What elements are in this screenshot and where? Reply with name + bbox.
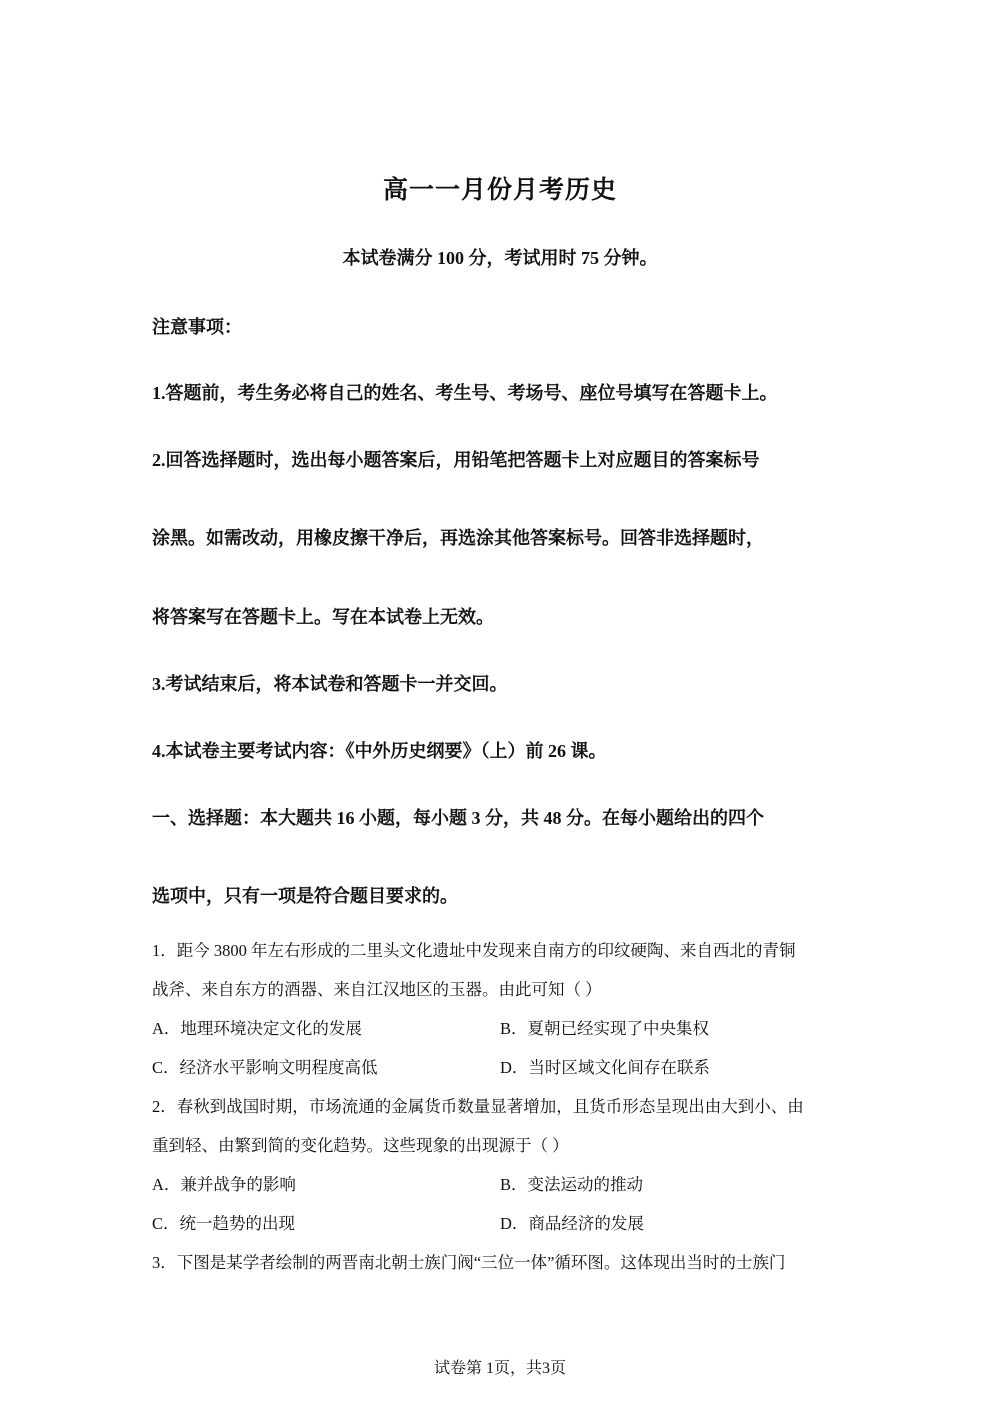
section-heading-line-1: 一、选择题：本大题共 16 小题，每小题 3 分，共 48 分。在每小题给出的四个 [152, 808, 764, 828]
notice-item-2-line-3: 将答案写在答题卡上。写在本试卷上无效。 [152, 607, 494, 627]
notice-item-4: 4.本试卷主要考试内容：《中外历史纲要》（上）前 26 课。 [152, 741, 607, 761]
question-2-stem-line-2: 重到轻、由繁到简的变化趋势。这些现象的出现源于（ ） [152, 1136, 569, 1155]
question-3-stem-line-1: 3．下图是某学者绘制的两晋南北朝士族门阀“三位一体”循环图。这体现出当时的士族门 [152, 1253, 786, 1272]
notice-item-2-line-1: 2.回答选择题时，选出每小题答案后，用铅笔把答题卡上对应题目的答案标号 [152, 450, 760, 470]
question-1-stem-line-1: 1．距今 3800 年左右形成的二里头文化遗址中发现来自南方的印纹硬陶、来自西北的青铜 [152, 941, 796, 960]
notice-item-1: 1.答题前，考生务必将自己的姓名、考生号、考场号、座位号填写在答题卡上。 [152, 383, 778, 403]
notice-item-3: 3.考试结束后，将本试卷和答题卡一并交回。 [152, 674, 508, 694]
question-1-option-c: C．经济水平影响文明程度高低 [152, 1058, 378, 1077]
question-1-option-b: B．夏朝已经实现了中央集权 [500, 1019, 710, 1038]
question-1-option-d: D．当时区域文化间存在联系 [500, 1058, 710, 1077]
question-1-stem-line-2: 战斧、来自东方的酒器、来自江汉地区的玉器。由此可知（ ） [152, 980, 602, 999]
page-title: 高一一月份月考历史 [382, 177, 617, 204]
page-footer: 试卷第 1页，共3页 [433, 1360, 566, 1377]
question-1-option-a: A．地理环境决定文化的发展 [152, 1019, 362, 1038]
question-2-option-d: D．商品经济的发展 [500, 1214, 644, 1233]
question-2-option-b: B．变法运动的推动 [500, 1175, 644, 1194]
section-heading-line-2: 选项中，只有一项是符合题目要求的。 [152, 886, 458, 906]
question-2-option-c: C．统一趋势的出现 [152, 1214, 296, 1233]
question-2-stem-line-1: 2．春秋到战国时期，市场流通的金属货币数量显著增加，且货币形态呈现出由大到小、由 [152, 1097, 804, 1116]
notice-heading: 注意事项： [152, 317, 242, 337]
exam-info: 本试卷满分 100 分，考试用时 75 分钟。 [342, 248, 658, 268]
notice-item-2-line-2: 涂黑。如需改动，用橡皮擦干净后，再选涂其他答案标号。回答非选择题时， [152, 528, 764, 548]
question-2-option-a: A．兼并战争的影响 [152, 1175, 296, 1194]
